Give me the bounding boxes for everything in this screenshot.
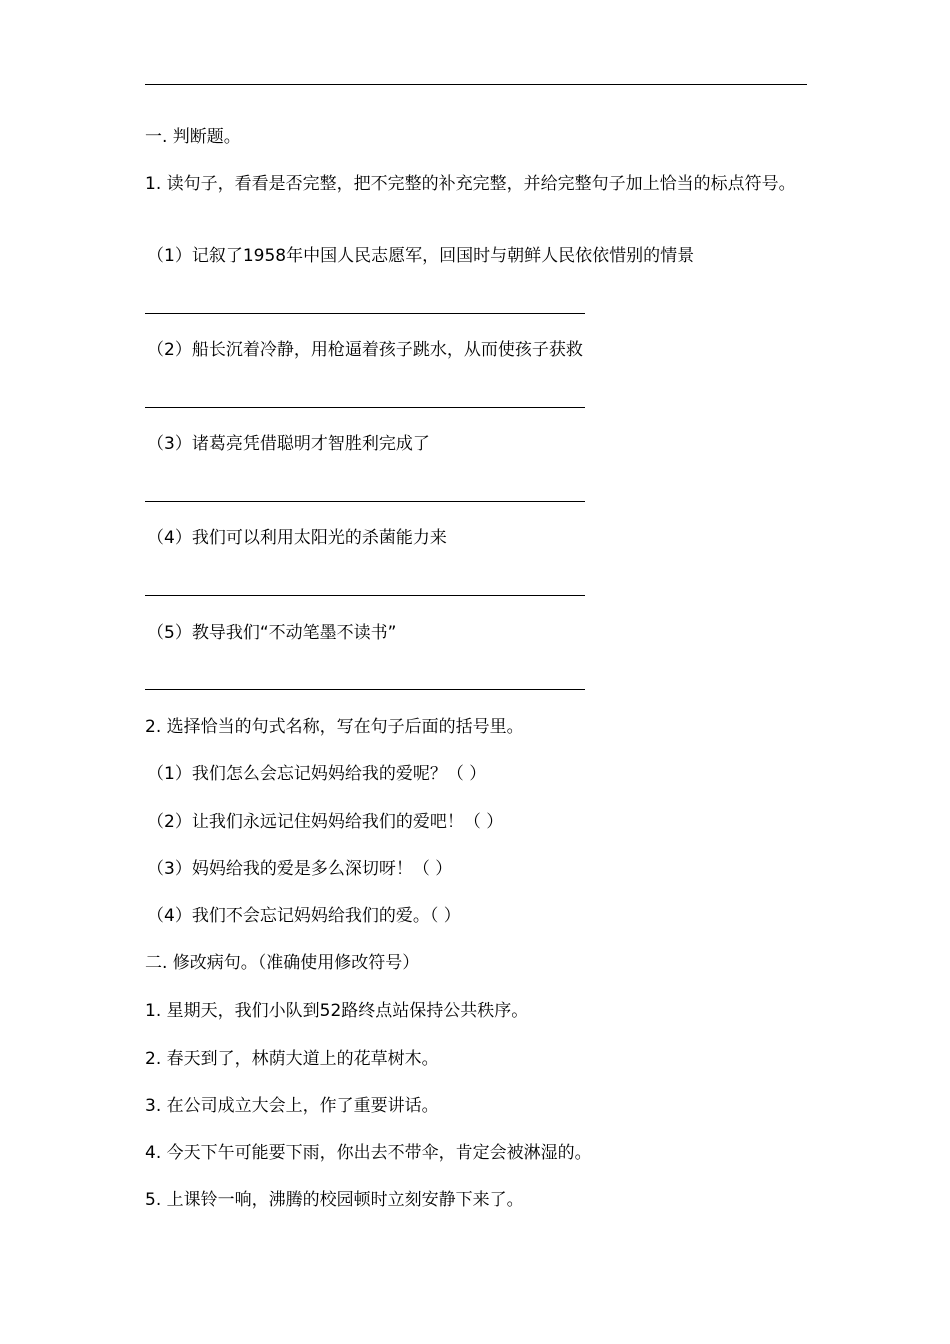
- q2-item-2: （2）让我们永远记住妈妈给我们的爱吧！（ ）: [147, 812, 504, 832]
- q1-item-3: （3）诸葛亮凭借聪明才智胜利完成了: [147, 434, 430, 454]
- header-rule: [145, 84, 807, 85]
- q1-item-5: （5）教导我们“不动笔墨不读书”: [147, 623, 397, 643]
- answer-line-1[interactable]: [145, 313, 585, 314]
- q1-item-4: （4）我们可以利用太阳光的杀菌能力来: [147, 528, 447, 548]
- q1-item-2: （2）船长沉着冷静，用枪逼着孩子跳水，从而使孩子获救: [147, 340, 583, 360]
- s2-item-5: 5. 上课铃一响，沸腾的校园顿时立刻安静下来了。: [145, 1190, 524, 1210]
- q2-prompt: 2. 选择恰当的句式名称，写在句子后面的括号里。: [145, 717, 524, 737]
- s2-item-3: 3. 在公司成立大会上，作了重要讲话。: [145, 1096, 439, 1116]
- q1-prompt: 1. 读句子，看看是否完整，把不完整的补充完整，并给完整句子加上恰当的标点符号。: [145, 174, 796, 194]
- answer-line-4[interactable]: [145, 595, 585, 596]
- section2-title: 二. 修改病句。（准确使用修改符号）: [145, 953, 420, 973]
- answer-line-2[interactable]: [145, 407, 585, 408]
- q2-item-3: （3）妈妈给我的爱是多么深切呀！（ ）: [147, 859, 453, 879]
- q1-item-1: （1）记叙了1958年中国人民志愿军，回国时与朝鲜人民依依惜别的情景: [147, 246, 695, 266]
- q2-item-4: （4）我们不会忘记妈妈给我们的爱。（ ）: [147, 906, 461, 926]
- section1-title: 一. 判断题。: [145, 127, 241, 147]
- s2-item-2: 2. 春天到了，林荫大道上的花草树木。: [145, 1049, 439, 1069]
- q2-item-1: （1）我们怎么会忘记妈妈给我的爱呢？（ ）: [147, 764, 487, 784]
- answer-line-3[interactable]: [145, 501, 585, 502]
- s2-item-4: 4. 今天下午可能要下雨，你出去不带伞，肯定会被淋湿的。: [145, 1143, 592, 1163]
- answer-line-5[interactable]: [145, 689, 585, 690]
- s2-item-1: 1. 星期天，我们小队到52路终点站保持公共秩序。: [145, 1001, 529, 1021]
